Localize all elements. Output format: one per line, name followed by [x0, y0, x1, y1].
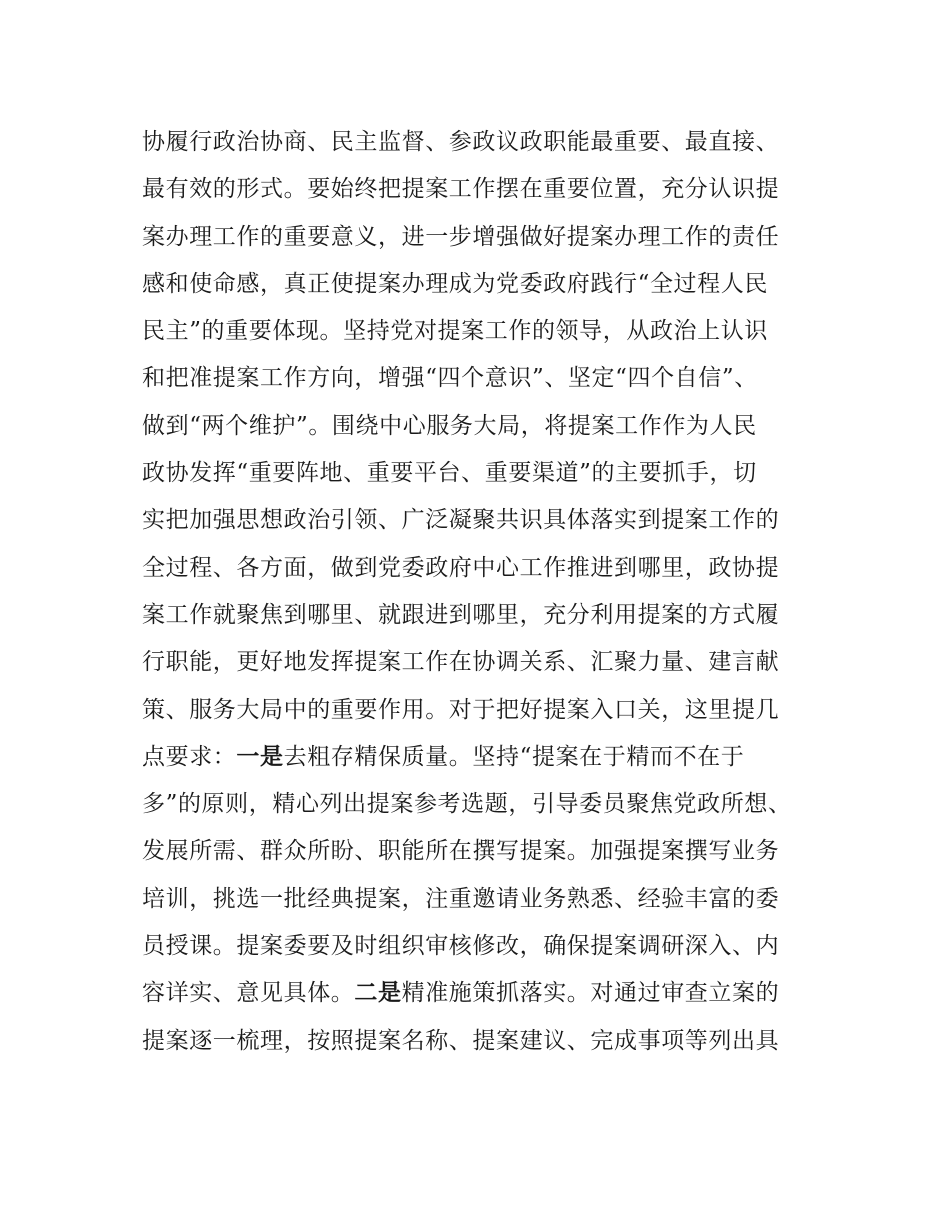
- text-segment: 容详实、意见具体。: [142, 980, 355, 1007]
- text-segment: 精准施策抓落实。对通过审查立案的: [401, 980, 780, 1007]
- text-segment: 多”的原则，精心列出提案参考选题，引导委员聚焦党政所想、: [142, 791, 792, 818]
- text-segment: 发展所需、群众所盼、职能所在撰写提案。加强提案撰写业务: [142, 838, 780, 865]
- text-line: [142, 453, 822, 500]
- text-segment: 去粗存精保质量。坚持“提案在于精而不在于: [283, 743, 745, 770]
- bold-text-segment: 一是: [236, 743, 284, 770]
- text-line: [142, 737, 822, 784]
- text-line: [142, 879, 822, 926]
- text-line: [142, 973, 822, 1020]
- text-line: [142, 642, 822, 689]
- text-segment: 全过程、各方面，做到党委政府中心工作推进到哪里，政协提: [142, 554, 780, 581]
- text-line: [142, 311, 822, 358]
- text-segment: 民主”的重要体现。坚持党对提案工作的领导，从政治上认识: [142, 318, 768, 345]
- text-segment: 实把加强思想政治引领、广泛凝聚共识具体落实到提案工作的: [142, 507, 780, 534]
- text-segment: 协履行政治协商、民主监督、参政议政职能最重要、最直接、: [142, 129, 780, 155]
- text-segment: 员授课。提案委要及时组织审核修改，确保提案调研深入、内: [142, 933, 780, 960]
- text-segment: 培训，挑选一批经典提案，注重邀请业务熟悉、经验丰富的委: [142, 885, 780, 912]
- text-segment: 和把准提案工作方向，增强“四个意识”、坚定“四个自信”、: [142, 365, 758, 392]
- text-segment: 案办理工作的重要意义，进一步增强做好提案办理工作的责任: [142, 223, 780, 250]
- text-line: [142, 358, 822, 405]
- text-segment: 案工作就聚焦到哪里、就跟进到哪里，充分利用提案的方式履: [142, 601, 780, 628]
- text-line: [142, 595, 822, 642]
- text-segment: 最有效的形式。要始终把提案工作摆在重要位置，充分认识提: [142, 176, 780, 203]
- bold-text-segment: 二是: [354, 980, 402, 1007]
- body-text: [142, 122, 822, 1068]
- text-line: [142, 548, 822, 595]
- text-line: [142, 690, 822, 737]
- text-segment: 提案逐一梳理，按照提案名称、提案建议、完成事项等列出具: [142, 1027, 780, 1054]
- text-line: [142, 122, 822, 169]
- text-line: [142, 169, 822, 216]
- text-segment: 做到“两个维护”。围绕中心服务大局，将提案工作作为人民: [142, 412, 757, 439]
- text-line: [142, 831, 822, 878]
- text-segment: 行职能，更好地发挥提案工作在协调关系、汇聚力量、建言献: [142, 649, 780, 676]
- text-segment: 感和使命感，真正使提案办理成为党委政府践行“全过程人民: [142, 270, 768, 297]
- text-line: [142, 217, 822, 264]
- text-line: [142, 264, 822, 311]
- text-line: [142, 784, 822, 831]
- text-segment: 政协发挥“重要阵地、重要平台、重要渠道”的主要抓手，切: [142, 460, 757, 487]
- text-line: [142, 926, 822, 973]
- text-segment: 点要求：: [142, 743, 237, 770]
- text-segment: 策、服务大局中的重要作用。对于把好提案入口关，这里提几: [142, 696, 780, 723]
- text-line: [142, 1021, 822, 1068]
- text-line: [142, 500, 822, 547]
- text-line: [142, 406, 822, 453]
